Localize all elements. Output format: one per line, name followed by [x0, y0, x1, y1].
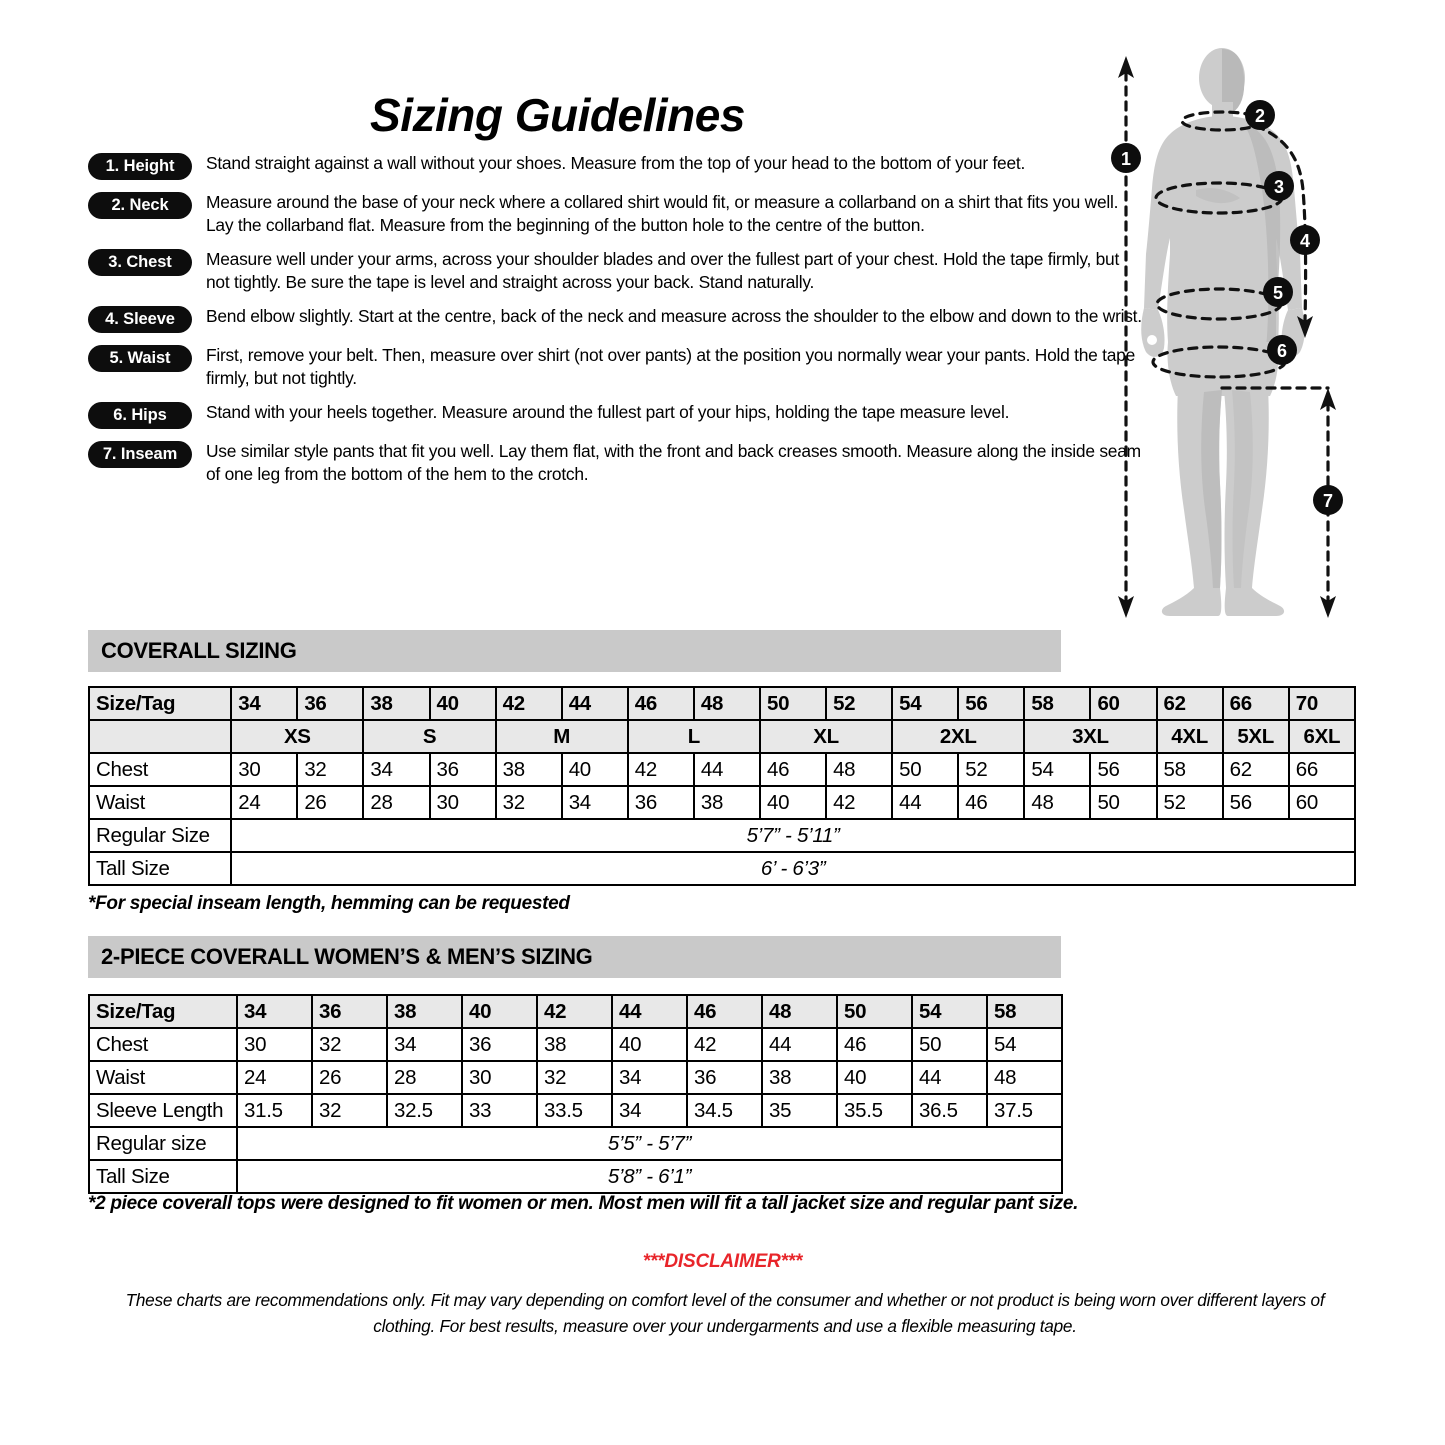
size-value: 36 — [297, 687, 363, 720]
measurement-value: 36 — [430, 753, 496, 786]
measurement-value: 34 — [612, 1061, 687, 1094]
measurement-value: 35.5 — [837, 1094, 912, 1127]
marker-7 — [1313, 485, 1343, 515]
size-value: 38 — [387, 995, 462, 1028]
instruction-row — [88, 191, 1143, 237]
svg-text:3: 3 — [1273, 177, 1285, 197]
measurement-value: 60 — [1289, 786, 1355, 819]
marker-3 — [1264, 171, 1294, 201]
height-range-value: 5’7” - 5’11” — [231, 819, 1355, 852]
measurement-value: 52 — [1157, 786, 1223, 819]
row-label: Waist — [89, 786, 231, 819]
marker-4 — [1290, 225, 1320, 255]
measurement-value: 44 — [694, 753, 760, 786]
measurement-value: 26 — [312, 1061, 387, 1094]
svg-text:5: 5 — [1272, 283, 1284, 303]
row-label: Regular Size — [89, 819, 231, 852]
size-value: 42 — [496, 687, 562, 720]
measurement-instructions-list — [88, 152, 1143, 497]
instruction-text: First, remove your belt. Then, measure over shirt (not over pants) at the position you normally wear your pants. Hold the tape firmly, but not tightly. — [206, 344, 1135, 388]
row-label: Sleeve Length — [89, 1094, 237, 1127]
measurement-value: 37.5 — [987, 1094, 1062, 1127]
svg-text:6: 6 — [1276, 341, 1288, 361]
measurement-value: 48 — [826, 753, 892, 786]
size-value: 54 — [892, 687, 958, 720]
svg-text:2: 2 — [1254, 106, 1266, 126]
measurement-value: 38 — [496, 753, 562, 786]
measurement-value: 28 — [363, 786, 429, 819]
measurement-value: 40 — [562, 753, 628, 786]
letter-size-cell: 5XL — [1223, 720, 1289, 753]
empty-cell — [89, 720, 231, 753]
size-value: 48 — [762, 995, 837, 1028]
measurement-value: 32 — [496, 786, 562, 819]
measurement-value: 40 — [760, 786, 826, 819]
measurement-value: 46 — [760, 753, 826, 786]
row-label: Chest — [89, 753, 231, 786]
instruction-badge: 4. Sleeve — [88, 306, 192, 333]
instruction-row — [88, 152, 1143, 180]
measurement-value: 36 — [462, 1028, 537, 1061]
size-tag-label: Size/Tag — [89, 995, 237, 1028]
measurement-value: 50 — [912, 1028, 987, 1061]
marker-2 — [1245, 100, 1275, 130]
size-value: 46 — [628, 687, 694, 720]
page-title: Sizing Guidelines — [370, 89, 745, 141]
measurement-value: 38 — [694, 786, 760, 819]
measurement-value: 66 — [1289, 753, 1355, 786]
measurement-value: 32 — [312, 1094, 387, 1127]
twopiece-table-body — [89, 995, 1062, 1193]
row-label: Tall Size — [89, 852, 231, 885]
size-value: 54 — [912, 995, 987, 1028]
svg-text:4: 4 — [1299, 231, 1311, 251]
instruction-row — [88, 401, 1143, 429]
instruction-badge: 7. Inseam — [88, 441, 192, 468]
measurement-value: 30 — [430, 786, 496, 819]
letter-size-row — [89, 720, 1355, 753]
measurement-value: 40 — [612, 1028, 687, 1061]
measurement-value: 32 — [297, 753, 363, 786]
size-value: 58 — [1024, 687, 1090, 720]
measurement-value: 34 — [363, 753, 429, 786]
size-tag-label: Size/Tag — [89, 687, 231, 720]
size-value: 40 — [430, 687, 496, 720]
measurement-value: 24 — [237, 1061, 312, 1094]
size-value: 48 — [694, 687, 760, 720]
size-value: 36 — [312, 995, 387, 1028]
size-value: 50 — [837, 995, 912, 1028]
measurement-value: 58 — [1157, 753, 1223, 786]
size-value: 44 — [612, 995, 687, 1028]
measurement-row — [89, 1028, 1062, 1061]
height-row — [89, 1127, 1062, 1160]
measurement-row — [89, 1061, 1062, 1094]
measurement-value: 48 — [987, 1061, 1062, 1094]
size-value: 52 — [826, 687, 892, 720]
measurement-value: 34.5 — [687, 1094, 762, 1127]
measurement-value: 48 — [1024, 786, 1090, 819]
height-row — [89, 852, 1355, 885]
coverall-footnote: *For special inseam length, hemming can be requested — [88, 893, 570, 914]
letter-size-cell: 4XL — [1157, 720, 1223, 753]
measurement-value: 35 — [762, 1094, 837, 1127]
twopiece-sizing-table — [88, 994, 1063, 1194]
measurement-value: 50 — [1090, 786, 1156, 819]
row-label: Tall Size — [89, 1160, 237, 1193]
marker-5 — [1263, 277, 1293, 307]
measurement-value: 50 — [892, 753, 958, 786]
instruction-badge: 3. Chest — [88, 249, 192, 276]
measurement-value: 42 — [687, 1028, 762, 1061]
measurement-value: 24 — [231, 786, 297, 819]
row-label: Regular size — [89, 1127, 237, 1160]
size-value: 38 — [363, 687, 429, 720]
size-value: 56 — [958, 687, 1024, 720]
height-range-value: 6’ - 6’3” — [231, 852, 1355, 885]
measurement-value: 32.5 — [387, 1094, 462, 1127]
size-value: 66 — [1223, 687, 1289, 720]
measurement-value: 62 — [1223, 753, 1289, 786]
marker-1 — [1111, 143, 1141, 173]
size-value: 34 — [231, 687, 297, 720]
measurement-value: 56 — [1223, 786, 1289, 819]
size-tag-row — [89, 687, 1355, 720]
body-silhouette — [1141, 48, 1305, 616]
measurement-value: 28 — [387, 1061, 462, 1094]
disclaimer-body: These charts are recommendations only. Fit may vary depending on comfort level of the consumer and whether or not product is being worn over different layers of clothing. For best results, measure over your undergarments and use a flexible measuring tape. — [125, 1290, 1325, 1336]
instruction-row — [88, 305, 1143, 333]
measurement-value: 33.5 — [537, 1094, 612, 1127]
measurement-value: 30 — [237, 1028, 312, 1061]
measurement-value: 42 — [826, 786, 892, 819]
height-row — [89, 819, 1355, 852]
svg-text:1: 1 — [1120, 149, 1132, 169]
instruction-badge: 6. Hips — [88, 402, 192, 429]
size-tag-row — [89, 995, 1062, 1028]
measurement-value: 46 — [958, 786, 1024, 819]
measurement-value: 44 — [912, 1061, 987, 1094]
size-value: 46 — [687, 995, 762, 1028]
measurement-value: 33 — [462, 1094, 537, 1127]
instruction-badge: 2. Neck — [88, 192, 192, 219]
measurement-value: 36.5 — [912, 1094, 987, 1127]
letter-size-cell: M — [496, 720, 628, 753]
measurement-value: 46 — [837, 1028, 912, 1061]
disclaimer-title: ***DISCLAIMER*** — [642, 1251, 803, 1272]
measurement-value: 32 — [312, 1028, 387, 1061]
measurement-value: 31.5 — [237, 1094, 312, 1127]
size-value: 34 — [237, 995, 312, 1028]
measurement-value: 44 — [892, 786, 958, 819]
measurement-value: 34 — [387, 1028, 462, 1061]
coverall-table-body — [89, 687, 1355, 885]
letter-size-cell: 2XL — [892, 720, 1024, 753]
measurement-value: 26 — [297, 786, 363, 819]
size-value: 58 — [987, 995, 1062, 1028]
twopiece-footnote: *2 piece coverall tops were designed to fit women or men. Most men will fit a tall jacket size and regular pant size. — [88, 1193, 1079, 1214]
measurement-value: 32 — [537, 1061, 612, 1094]
measurement-value: 36 — [687, 1061, 762, 1094]
row-label: Chest — [89, 1028, 237, 1061]
svg-text:7: 7 — [1322, 491, 1334, 511]
size-value: 40 — [462, 995, 537, 1028]
letter-size-cell: 6XL — [1289, 720, 1355, 753]
instruction-badge: 1. Height — [88, 153, 192, 180]
instruction-text: Stand straight against a wall without your shoes. Measure from the top of your head to the bottom of your feet. — [206, 153, 1026, 173]
measurement-value: 34 — [562, 786, 628, 819]
height-row — [89, 1160, 1062, 1193]
instruction-badge: 5. Waist — [88, 345, 192, 372]
row-label: Waist — [89, 1061, 237, 1094]
marker-6 — [1267, 335, 1297, 365]
size-value: 70 — [1289, 687, 1355, 720]
instruction-row — [88, 344, 1143, 390]
measurement-value: 38 — [762, 1061, 837, 1094]
instruction-text: Bend elbow slightly. Start at the centre, back of the neck and measure across the shoulder to the elbow and down to the wrist. — [206, 305, 1142, 326]
size-value: 62 — [1157, 687, 1223, 720]
size-value: 44 — [562, 687, 628, 720]
measurement-value: 30 — [462, 1061, 537, 1094]
measurement-value: 56 — [1090, 753, 1156, 786]
measurement-value: 42 — [628, 753, 694, 786]
coverall-sizing-table — [88, 686, 1356, 886]
letter-size-cell: XS — [231, 720, 363, 753]
measurement-value: 36 — [628, 786, 694, 819]
coverall-sizing-heading: COVERALL SIZING — [88, 630, 1061, 672]
instruction-text: Stand with your heels together. Measure around the fullest part of your hips, holding the tape measure level. — [206, 401, 1010, 422]
instruction-text: Use similar style pants that fit you well. Lay them flat, with the front and back creases smooth. Measure along the inside seam of one leg from the bottom of the hem to the crotch. — [206, 440, 1141, 484]
measurement-value: 40 — [837, 1061, 912, 1094]
measurement-value: 54 — [987, 1028, 1062, 1061]
measurement-value: 38 — [537, 1028, 612, 1061]
measurement-row — [89, 786, 1355, 819]
measurement-value: 34 — [612, 1094, 687, 1127]
instruction-text: Measure around the base of your neck where a collared shirt would fit, or measure a collarband on a shirt that fits you well. Lay the collarband flat. Measure from the beginning of the button hole to the centre of the button. — [206, 192, 1119, 235]
measurement-value: 52 — [958, 753, 1024, 786]
height-range-value: 5’5” - 5’7” — [237, 1127, 1062, 1160]
size-value: 60 — [1090, 687, 1156, 720]
twopiece-sizing-heading: 2-PIECE COVERALL WOMEN’S & MEN’S SIZING — [88, 936, 1061, 978]
letter-size-cell: L — [628, 720, 760, 753]
letter-size-cell: 3XL — [1024, 720, 1156, 753]
instruction-row — [88, 248, 1143, 294]
body-measurement-diagram — [1100, 40, 1375, 630]
instruction-text: Measure well under your arms, across your shoulder blades and over the fullest part of your chest. Hold the tape firmly, but not tightly. Be sure the tape is level and straight across your back. Stand naturally. — [206, 248, 1120, 292]
size-value: 50 — [760, 687, 826, 720]
instruction-row — [88, 440, 1143, 486]
letter-size-cell: XL — [760, 720, 892, 753]
letter-size-cell: S — [363, 720, 495, 753]
size-value: 42 — [537, 995, 612, 1028]
measurement-value: 30 — [231, 753, 297, 786]
measurement-row — [89, 1094, 1062, 1127]
height-range-value: 5’8” - 6’1” — [237, 1160, 1062, 1193]
measurement-value: 54 — [1024, 753, 1090, 786]
measurement-row — [89, 753, 1355, 786]
measurement-value: 44 — [762, 1028, 837, 1061]
